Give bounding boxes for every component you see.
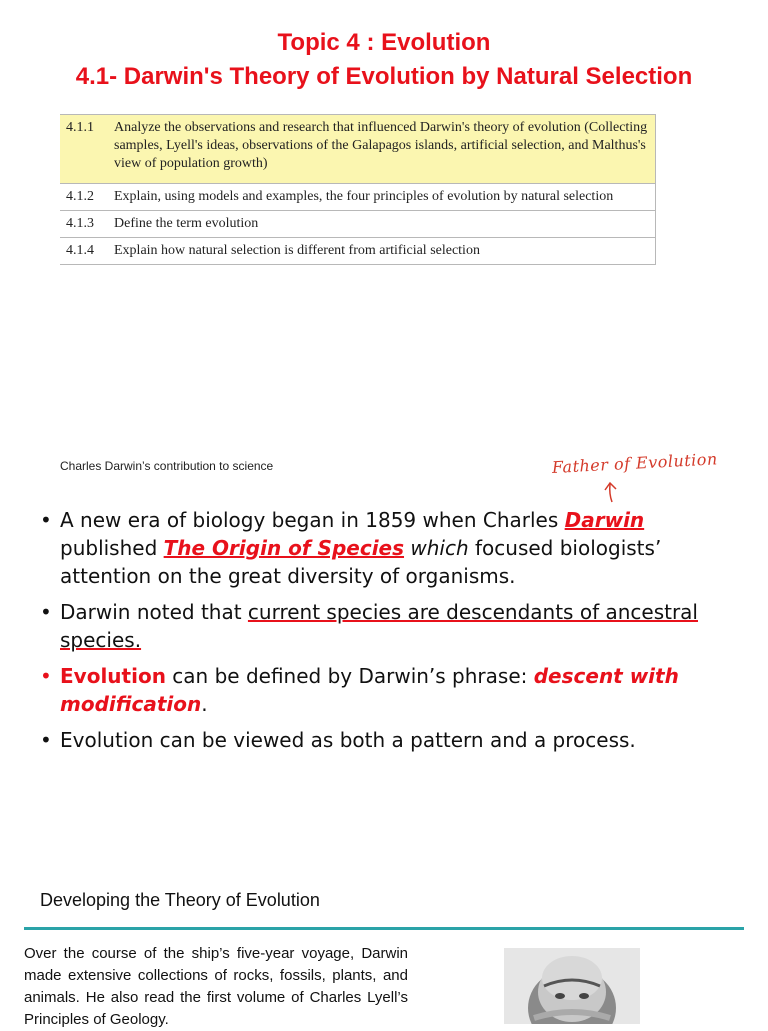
- objective-number: 4.1.1: [60, 115, 110, 184]
- darwin-highlight: Darwin: [564, 508, 645, 532]
- bullet-item: [40, 598, 740, 654]
- objective-text: Analyze the observations and research that influenced Darwin's theory of evolution (Collecting samples, Lyell's ideas, observations of the Galapagos islands, artificial selection, and Malthus's view of population growth): [110, 115, 656, 184]
- origin-of-species: The Origin of Species: [163, 536, 405, 560]
- bullet-dot: •: [40, 508, 52, 532]
- darwin-portrait-image: [504, 948, 640, 1024]
- objective-text: Explain how natural selection is different from artificial selection: [110, 238, 656, 265]
- bullet-item: [40, 726, 740, 754]
- bullet-text: focused biologists’ attention on the great diversity of organisms.: [60, 536, 662, 588]
- bullet-text: can be defined by Darwin’s phrase:: [165, 664, 534, 688]
- objective-text: Define the term evolution: [110, 211, 656, 238]
- bullet-text: Evolution can be viewed as both a pattern and a process.: [60, 728, 636, 752]
- objective-row: [60, 211, 656, 238]
- objective-text: Explain, using models and examples, the four principles of evolution by natural selection: [110, 184, 656, 211]
- annotation-arrow-icon: [552, 454, 722, 504]
- bullet-text: Darwin noted that: [60, 600, 248, 624]
- objective-row: [60, 184, 656, 211]
- evolution-term: Evolution: [60, 664, 166, 688]
- bullet-text: published: [60, 536, 164, 560]
- objective-number: 4.1.2: [60, 184, 110, 211]
- objective-row: [60, 238, 656, 265]
- bullet-text: A new era of biology began in 1859 when Charles: [60, 508, 565, 532]
- subtopic-title: 4.1- Darwin's Theory of Evolution by Natural Selection: [75, 63, 693, 90]
- objective-row: [60, 115, 656, 184]
- descent-phrase: descent with modification: [60, 664, 679, 716]
- bullet-dot: •: [40, 664, 52, 688]
- bullet-list: [40, 506, 740, 762]
- handwritten-annotation: Father of Evolution: [551, 449, 719, 477]
- objective-number: 4.1.3: [60, 211, 110, 238]
- bullet-text: .: [201, 692, 208, 716]
- objectives-table: [60, 114, 656, 265]
- bullet-dot: •: [40, 600, 52, 624]
- bullet-item: [40, 662, 740, 718]
- section-paragraph: Over the course of the ship’s five-year voyage, Darwin made extensive collections of rocks, fossils, plants, and animals. He also read the first volume of Charles Lyell’s Principles of Geology.: [24, 945, 408, 1028]
- objective-number: 4.1.4: [60, 238, 110, 265]
- bullet-item: [40, 506, 740, 590]
- section-label: Charles Darwin’s contribution to science: [60, 459, 274, 473]
- section-divider: [24, 927, 744, 930]
- underlined-phrase: current species are descendants of ancestral species.: [60, 600, 698, 652]
- topic-title: Topic 4 : Evolution: [277, 29, 491, 56]
- section-heading: Developing the Theory of Evolution: [40, 890, 320, 910]
- bullet-dot: •: [40, 728, 52, 752]
- which-italic: which: [410, 536, 469, 560]
